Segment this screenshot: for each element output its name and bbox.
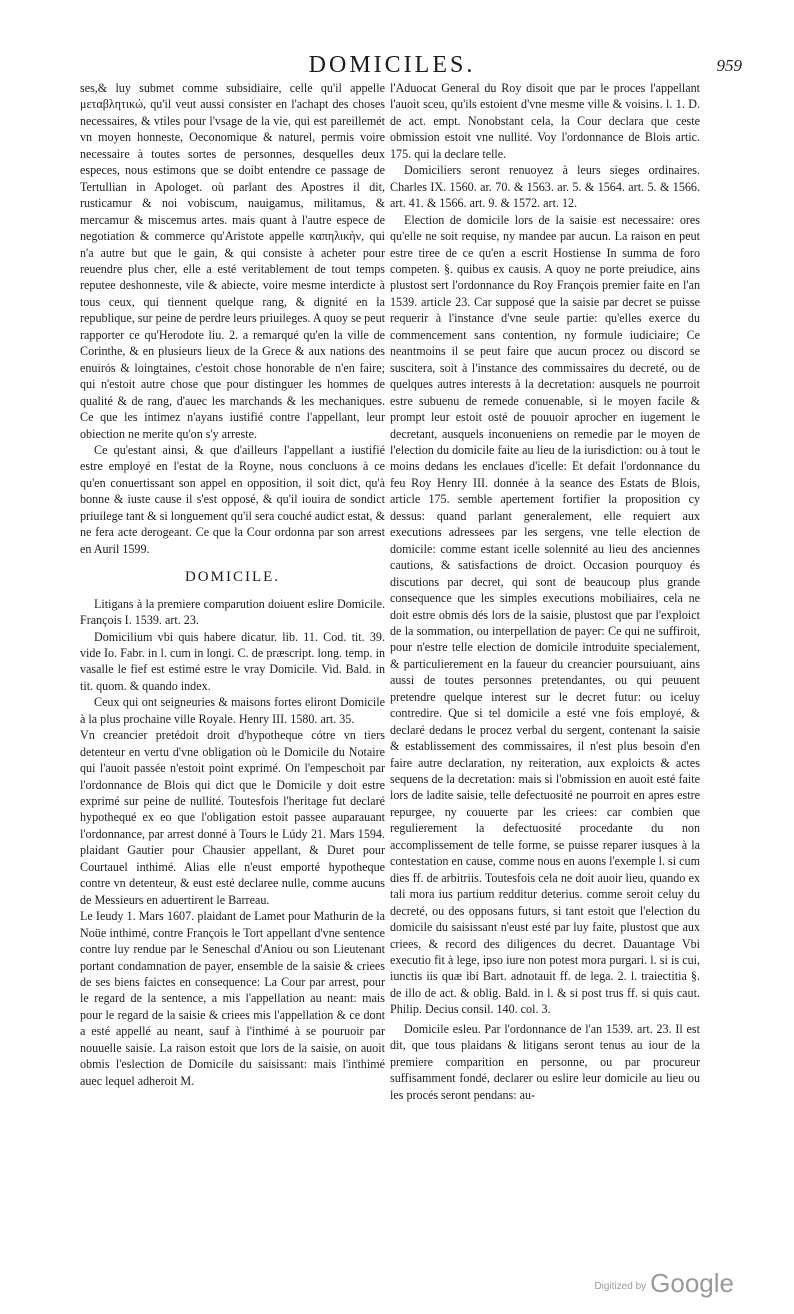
left-paragraph-2: Domicilium vbi quis habere dicatur. lib. 11. Cod. tit. 39. vide Io. Fabr. in l. cum in longi. C. de præscript. long. temp. in vasalle le fief est estimé estre le vray Domicile. Vid. Bald. in tit. quom. & quando index. xyxy=(80,629,385,693)
left-column xyxy=(80,80,385,1089)
left-paragraph-conclusion: Ce qu'estant ainsi, & que d'ailleurs l'appellant a iustifié estre employé en l'estat de la Royne, nous concluons à ce qu'en conuertissant son appel en opposition, il soit dict, qu'à bonne & iuste cause il s'est opposé, & qu'il iouira de sondict priuilege tant & si longuement qu'il sera couché audict estat, & ne fera acte derogeant. Ce que la Cour ordonna par son arrest en Auril 1599. xyxy=(80,442,385,556)
left-paragraph-3: Ceux qui ont seigneuries & maisons fortes eliront Domicile à la plus prochaine ville Royale. Henry III. 1580. art. 35. xyxy=(80,695,385,726)
digitized-label: Digitized by xyxy=(594,1281,647,1292)
right-paragraph-1: Domiciliers seront renuoyez à leurs sieges ordinaires. Charles IX. 1560. ar. 70. & 1563. ar. 5. & 1564. art. 5. & 1566. art. 41. & 1566. art. 9. & 1572. art. 12. xyxy=(390,163,700,211)
google-logo: Google xyxy=(650,1268,734,1298)
left-paragraph-4: Vn creancier pretédoit droit d'hypotheque cótre vn tiers detenteur en vertu d'vne obligation où le Domicile du Notaire qui l'auoit passée n'estoit point exprimé. On l'empeschoit par l'ordonnance de Blois qui dict que le Domicile y doit estre exprimé sur peine de nullité. Toutesfois l'heritage fut declaré hypothequé ex eo que l'obligation estoit passee auparauant l'ordonnance, par arrest donné à Tours le Lúdy 21. Mars 1594. plaidant Gautier pour Chausier appellant, & Duret pour Courtauel inthimé. Alias elle n'eust emporté hypotheque contre vn detenteur, & eust esté declaree nulle, comme aucuns de Messieurs en aduertirent le Barreau. xyxy=(80,728,385,907)
running-head-title: DOMICILES. xyxy=(308,52,476,78)
right-paragraph-2: Election de domicile lors de la saisie est necessaire: ores qu'elle ne soit requise, ny mandee par aucun. La raison en peut estre tiree de ce qu'en a escrit Hostiense In summa de foro competen. §. quibus ex causis. A quoy ne porte preiudice, ains plustost sert l'ordonnance du Roy François premier faite en l'an 1539. article 23. Car supposé que la saisie par decret se puisse requerir à l'instance d'vne seule partie: qu'elles exerce du commencement sans contention, ny formule iudiciaire; Ce neantmoins il se peut faire que aucun procez ou discord se suscitera, soit à l'instance des commissaires du decreté, ou de quelques autres interests à la decretation: ausquels ne pourroit estre subuenu de remede conuenable, si le moyen facile & prompt leur estoit osté de pouuoir aprocher en iugement le decretant, ausquels inconueniens on remedie par le moyen de l'election du domicile faite au lieu de la iurisdiction: ou à tout le moins dedans les enclaues d'icelle: Et defait l'ordonnance du feu Roy Henry III. donnée à la seance des Estats de Blois, article 175. semble apertement fortifier la proposition cy dessus: quand parlant generalement, elle requiert aux executions adressees par les sergens, vne telle election de domicile: comme estant icelle solennité au lieu des anciennes cautions, & satisfactions de droict. Occasion pourquoy és discutions par decret, qui sont de beaucoup plus grande consequence que les simples executions mobiliaires, cela ne doit estre obmis dés lors de la saisie, plustost que par l'exploict de la sommation, ou interpellation de payer: Ce qui ne suffiroit, pour n'estre telle election de domicile introduite specialement, & particulierement en la faueur du creancier poursuiuant, ains aussi de toutes personnes pretendantes, ou qui peuuent pretendre quelque interest sur le decret futur: ou iceluy contredire. Que si tel domicile a esté vne fois employé, & declaré dedans le procez verbal du sergent, contenant la saisie & establissement des commissaires, il n'est plus besoin d'en faire autre declaration, ny reiteration, aux exploicts & actes sequens de la decretation: mais si l'obmission en auoit esté faite lors de ladite saisie, telle defectuosité ne pourroit en apres estre repurgee, ny couuerte par les criees: car combien que regulierement la defectuosité procedante du non accomplissement de telle forme, se puisse reparer iusques à la contestation en cause, comme nous en auons l'exemple l. si cum dies ff. de arbitriis. Toutesfois cela ne doit auoir lieu, quando ex tali mora ius partium redditur deterius. comme seroit celuy du decreté, ou des opposans futurs, si tant estoit que l'election du domicile du saisissant n'eust esté par luy faite, plustost que aux criees, & record des diligences du decret. Dauantage Vbi executio fit à lege, ipso iure non potest mora purgari. l. si is cui, iunctis iis quæ ibi Bart. adnotauit ff. de lega. 2. l. traiectitia §. de illo de act. & oblig. Bald. in l. & si post trus ff. si quis caut. Philip. Decius consil. 140. col. 3. xyxy=(390,212,700,1017)
right-continuation-paragraph: l'Aduocat General du Roy disoit que par le proces l'appellant l'auoit sceu, qu'ils estoient d'vne mesme ville & voisins. l. 1. D. de act. empt. Nonobstant cela, la Cour declara que ceste obmission estoit vne nullité. Voy l'ordonnance de Blois artic. 175. qui la declare telle. xyxy=(390,81,700,161)
page-number: 959 xyxy=(716,56,742,75)
right-paragraph-3: Domicile esleu. Par l'ordonnance de l'an 1539. art. 23. Il est dit, que tous plaidans & litigans seront tenus au iour de la premiere comparition en personne, ou par procureur suffisamment fondé, declarer ou eslire leur domicile au lieu ou les procés seront pendans: au- xyxy=(390,1021,700,1102)
right-column xyxy=(390,80,700,1103)
left-paragraph-1: Litigans à la premiere comparution doiuent eslire Domicile. François I. 1539. art. 23. xyxy=(80,596,385,628)
section-title-domicile: DOMICILE. xyxy=(184,569,281,586)
digitized-by-google-watermark xyxy=(594,1268,734,1299)
left-continuation-paragraph: ses,& luy submet comme subsidiaire, celle qu'il appelle μεταβλητικώ, qu'il veut aussi consister en l'achapt des choses necessaires, & vtiles pour l'vsage de la vie, qui est pareillemét vn moyen honneste, Oeconomique & naturel, permis voire necessaire à toutes sortes de personnes, desquelles deux especes, nous estimons que se doibt entendre ce passage de Tertullian in Apologet. où parlant des Apostres il dit, rusticamur & noi vobiscum, nauigamus, militamus, & mercamur & miscemus artes. mais quant à l'autre espece de negotiation & commerce qu'Aristote appelle καπηλικὴν, qui n'a autre but que le gain, & qui consiste à acheter pour reuendre plus cher, elle a esté veritablement de tout temps reputee deshonneste, vile & abiecte, voire mesme interdicte à tous ceux, qui tiennent quelque rang, & dignité en la republique, sur peine de perdre leurs priuileges. A quoy se peut rapporter ce qu'Herodote liu. 2. a remarqué qu'en la ville de Corinthe, & en plusieurs lieux de la Grece & aux nations des enuirós & loingtaines, c'estoit chose honorable de n'en faire; qui n'estoit autre chose que pour distinguer les hommes de qualité & de rang, d'auec les marchands & les mechaniques. Ce que les intimez n'ayans iustifié contre l'appellant, leur obiection ne merite qu'on s'y arreste. xyxy=(80,81,385,441)
left-paragraph-5: Le Ieudy 1. Mars 1607. plaidant de Lamet pour Mathurin de la Noüe inthimé, contre François le Tort appellant d'vne sentence contre luy rendue par le Seneschal d'Aniou ou son Lieutenant portant condamnation de payer, ensemble de la saisie & criees de ses biens faictes en consequence: La Cour par arrest, pour le regard de la sentence, a mis l'appellation au neant: mais pour le regard de la saisie & criees mis l'appellation & ce dont a esté appellé au neant, sauf à l'inthimé à se pouruoir par nouuelle saisie. La raison estoit que lors de la saisie, on auoit obmis l'eslection de Domicile du saisissant: mais l'inthimé auec lequel adheroit M. xyxy=(80,909,385,1088)
